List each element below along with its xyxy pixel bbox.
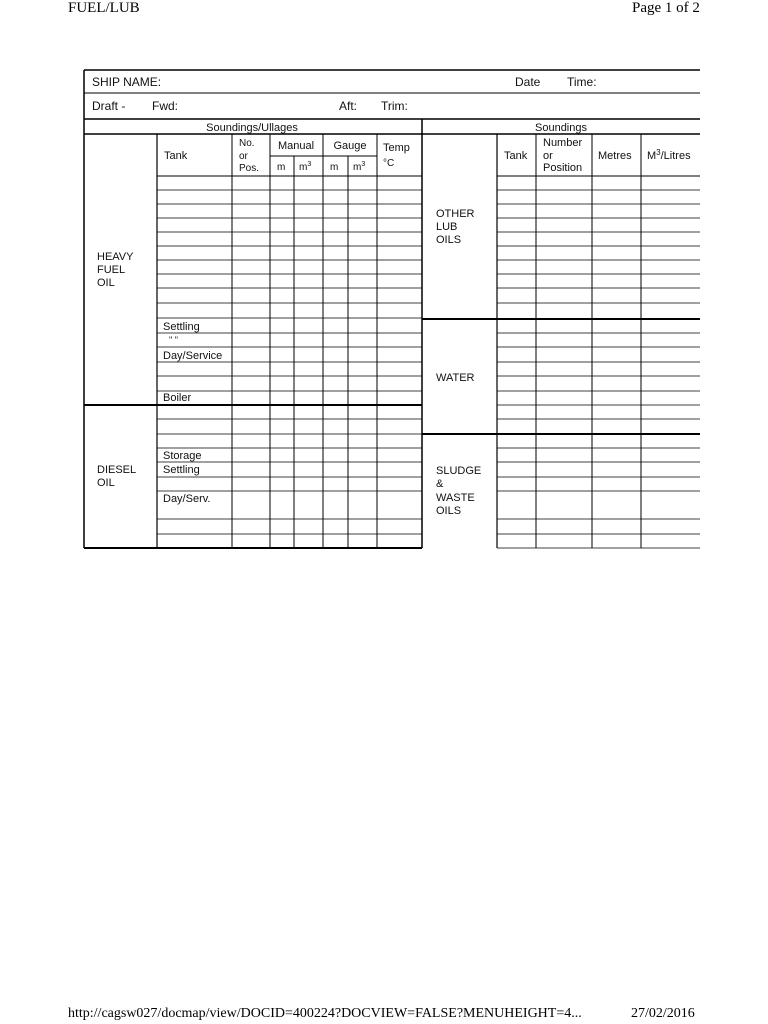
col-tank-left: Tank bbox=[164, 150, 188, 162]
tank-day-serv: Day/Serv. bbox=[163, 493, 211, 505]
col-tank-right: Tank bbox=[504, 150, 528, 162]
soundings-ullages-title: Soundings/Ullages bbox=[206, 122, 298, 134]
aft-label: Aft: bbox=[339, 99, 358, 113]
col-gauge-m3: $m^3$ bbox=[353, 161, 366, 173]
group-sludge-3: WASTE bbox=[436, 492, 475, 504]
group-other-lub-oils-3: OILS bbox=[436, 234, 462, 246]
col-temp-unit: °C bbox=[383, 158, 395, 169]
col-number-line2: or bbox=[543, 150, 553, 162]
fwd-label: Fwd: bbox=[152, 99, 179, 113]
group-heavy-fuel-oil-1: HEAVY bbox=[97, 251, 134, 263]
print-date: 27/02/2016 bbox=[631, 1006, 695, 1021]
document-title: FUEL/LUB bbox=[68, 0, 140, 16]
group-other-lub-oils-2: LUB bbox=[436, 221, 458, 233]
group-diesel-oil-2: OIL bbox=[97, 477, 115, 489]
col-gauge-m: m bbox=[330, 162, 339, 173]
page-number: Page 1 of 2 bbox=[632, 0, 700, 16]
source-url: http://cagsw027/docmap/view/DOCID=400224?DOCVIEW=FALSE?MENUHEIGHT=4... bbox=[68, 1006, 582, 1021]
group-water: WATER bbox=[436, 372, 475, 384]
group-heavy-fuel-oil-2: FUEL bbox=[97, 264, 126, 276]
col-metres: Metres bbox=[598, 150, 632, 162]
col-manual: Manual bbox=[277, 140, 315, 152]
group-other-lub-oils-1: OTHER bbox=[436, 208, 475, 220]
date-label: Date bbox=[515, 75, 541, 89]
tank-day-service: Day/Service bbox=[163, 350, 223, 362]
tank-boiler: Boiler bbox=[163, 392, 192, 404]
group-diesel-oil-1: DIESEL bbox=[97, 464, 137, 476]
ship-name-label: SHIP NAME: bbox=[92, 75, 162, 89]
col-manual-m: m bbox=[277, 162, 286, 173]
trim-label: Trim: bbox=[381, 99, 408, 113]
col-gauge: Gauge bbox=[333, 140, 367, 152]
tank-settling: Settling bbox=[163, 321, 200, 333]
col-no-pos-line1: No. bbox=[239, 138, 255, 149]
tank-settling-diesel: Settling bbox=[163, 464, 200, 476]
tank-storage: Storage bbox=[163, 450, 202, 462]
draft-label: Draft - bbox=[92, 99, 126, 113]
col-number-line1: Number bbox=[543, 137, 583, 149]
col-no-pos-line3: Pos. bbox=[239, 163, 260, 174]
soundings-title: Soundings bbox=[535, 122, 587, 134]
tank-ditto: " " bbox=[169, 335, 178, 345]
group-sludge-1: SLUDGE bbox=[436, 465, 482, 477]
col-temp: Temp bbox=[383, 142, 410, 154]
col-m3-litres: $M^3$/Litres bbox=[647, 148, 691, 162]
group-heavy-fuel-oil-3: OIL bbox=[97, 277, 115, 289]
col-no-pos-line2: or bbox=[239, 151, 248, 162]
group-sludge-4: OILS bbox=[436, 505, 462, 517]
time-label: Time: bbox=[567, 75, 597, 89]
col-manual-m3: $m^3$ bbox=[299, 161, 312, 173]
col-number-line3: Position bbox=[543, 162, 583, 174]
group-sludge-2: & bbox=[436, 478, 444, 490]
